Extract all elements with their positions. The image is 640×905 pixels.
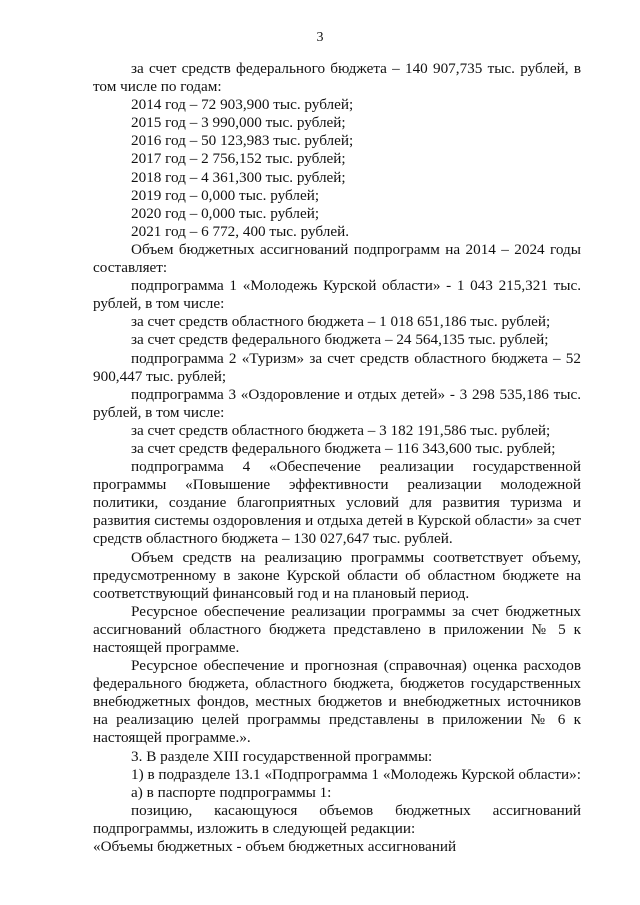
table-row-fragment: «Объемы бюджетных - объем бюджетных ассигнований	[93, 838, 457, 856]
resource-regional-paragraph: Ресурсное обеспечение реализации программы за счет бюджетных ассигнований областного бюджета представлено в приложении № 5 к настоящей программе.	[93, 602, 581, 656]
federal-budget-intro: за счет средств федерального бюджета – 140 907,735 тыс. рублей, в том числе по годам:	[93, 60, 581, 96]
document-body	[93, 60, 581, 856]
year-item: 2014 год – 72 903,900 тыс. рублей;	[131, 96, 354, 114]
section-xiii-heading: 3. В разделе XIII государственной программы:	[131, 747, 433, 765]
subprogram-3-federal: за счет средств федерального бюджета – 116 343,600 тыс. рублей;	[131, 439, 556, 457]
year-item: 2020 год – 0,000 тыс. рублей;	[131, 204, 320, 222]
subprogram-3-paragraph: подпрограмма 3 «Оздоровление и отдых детей» - 3 298 535,186 тыс. рублей, в том числе:	[93, 385, 581, 421]
year-item: 2018 год – 4 361,300 тыс. рублей;	[131, 168, 346, 186]
subprogram-2-paragraph: подпрограмма 2 «Туризм» за счет средств областного бюджета – 52 900,447 тыс. рублей;	[93, 349, 581, 385]
position-paragraph: позицию, касающуюся объемов бюджетных ассигнований подпрограммы, изложить в следующей редакции:	[93, 801, 581, 837]
subsection-13-1-paragraph: 1) в подразделе 13.1 «Подпрограмма 1 «Молодежь Курской области»:	[131, 765, 581, 783]
resource-forecast-paragraph: Ресурсное обеспечение и прогнозная (справочная) оценка расходов федерального бюджета, областного бюджета, бюджетов государственных внебюджетных фондов, местных бюджетов и внебюджетных источников на реализацию целей программы представлены в приложении № 6 к настоящей программе.».	[93, 657, 581, 747]
year-item: 2015 год – 3 990,000 тыс. рублей;	[131, 114, 346, 132]
subprogram-1-paragraph: подпрограмма 1 «Молодежь Курской области» - 1 043 215,321 тыс. рублей, в том числе:	[93, 277, 581, 313]
subprogram-3-regional: за счет средств областного бюджета – 3 182 191,586 тыс. рублей;	[131, 421, 551, 439]
year-item: 2017 год – 2 756,152 тыс. рублей;	[131, 150, 346, 168]
passport-paragraph: а) в паспорте подпрограммы 1:	[131, 783, 332, 801]
yearly-breakdown-list	[93, 96, 581, 241]
subprogram-4-paragraph: подпрограмма 4 «Обеспечение реализации государственной программы «Повышение эффективности реализации молодежной политики, создание благоприятных условий для развития туризма и развития системы оздоровления и отдыха детей в Курской области» за счет средств областного бюджета – 130 027,647 тыс. рублей.	[93, 458, 581, 548]
page-number: 3	[316, 30, 324, 45]
funds-match-paragraph: Объем средств на реализацию программы соответствует объему, предусмотренному в законе Курской области об областном бюджете на соответствующий финансовый год и на плановый период.	[93, 548, 581, 602]
year-item: 2016 год – 50 123,983 тыс. рублей;	[131, 132, 354, 150]
subprogram-1-federal: за счет средств федерального бюджета – 24 564,135 тыс. рублей;	[131, 331, 549, 349]
volume-intro-paragraph: Объем бюджетных ассигнований подпрограмм на 2014 – 2024 годы составляет:	[93, 240, 581, 277]
year-item: 2021 год – 6 772, 400 тыс. рублей.	[131, 222, 349, 240]
subprogram-1-regional: за счет средств областного бюджета – 1 018 651,186 тыс. рублей;	[131, 313, 551, 331]
year-item: 2019 год – 0,000 тыс. рублей;	[131, 186, 320, 204]
